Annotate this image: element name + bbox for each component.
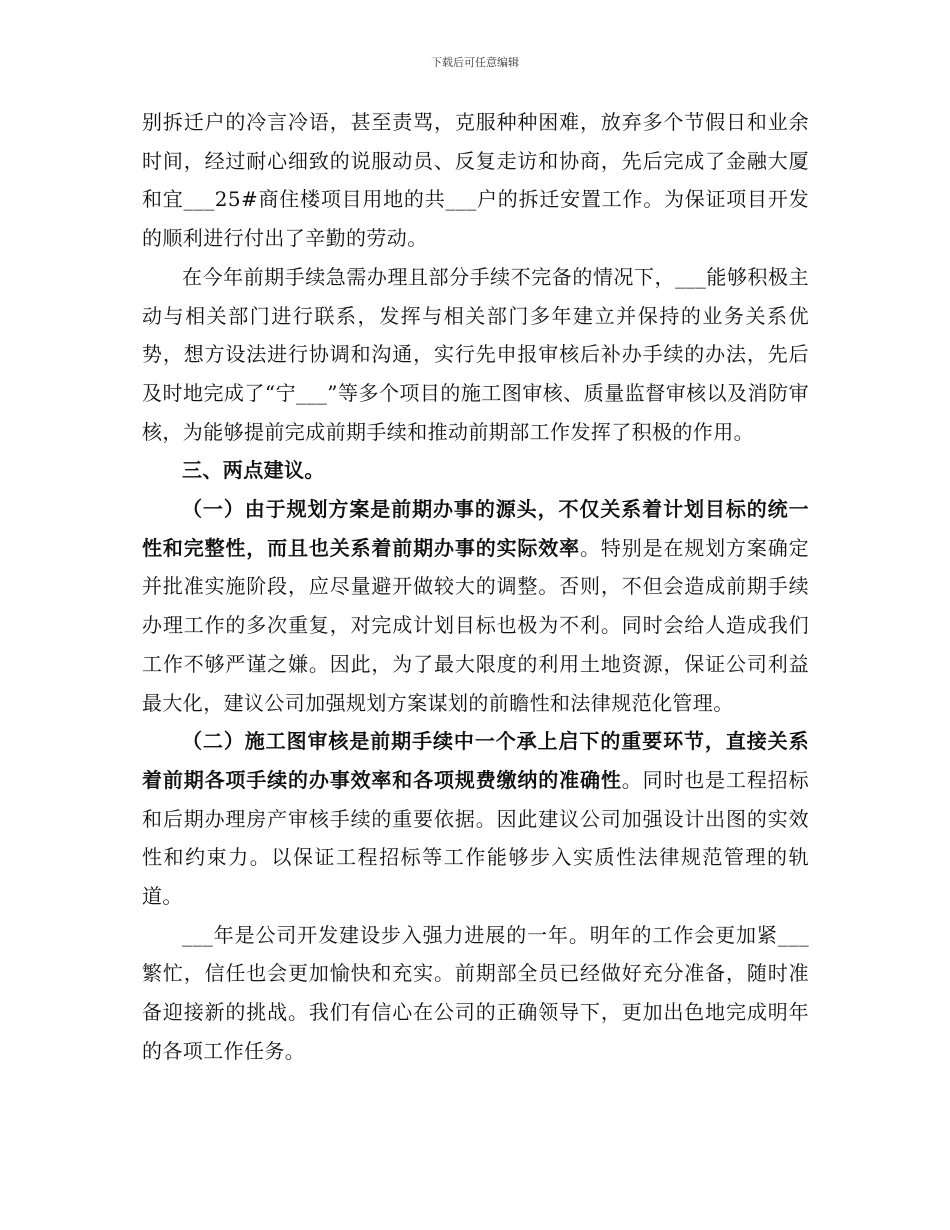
suggestion-two-lead: （二）施工图审核是前期手续中一个承上启下的重要环节，直接关系着前期各项手续的办事效率和各项规费缴纳的准确性 (142, 729, 809, 792)
paragraph-outlook: ___年是公司开发建设步入强力进展的一年。明年的工作会更加紧___繁忙，信任也会更加愉快和充实。前期部全员已经做好充分准备，随时准备迎接新的挑战。我们有信心在公司的正确领导下，更加出色地完成明年的各项工作任务。 (142, 922, 809, 1063)
section-heading-suggestions: 三、两点建议。 (182, 458, 325, 483)
document-body (142, 103, 809, 1071)
suggestion-two-body: 。同时也是工程招标和后期办理房产审核手续的重要依据。因此建议公司加强设计出图的实效性和约束力。以保证工程招标等工作能够步入实质性法律规范管理的轨道。 (142, 767, 809, 909)
paragraph-suggestion-one (142, 490, 809, 722)
page-header: 下载后可任意编辑 (431, 56, 519, 69)
paragraph-procedures: 在今年前期手续急需办理且部分手续不完备的情况下，___能够积极主动与相关部门进行联系，发挥与相关部门多年建立并保持的业务关系优势，想方设法进行协调和沟通，实行先申报审核后补办手续的办法，先后及时地完成了“宁___”等多个项目的施工图审核、质量监督审核以及消防审核，为能够提前完成前期手续和推动前期部工作发挥了积极的作用。 (142, 264, 809, 444)
paragraph-suggestion-two (142, 722, 809, 916)
paragraph-demolition: 别拆迁户的冷言冷语，甚至责骂，克服种种困难，放弃多个节假日和业余时间，经过耐心细致的说服动员、反复走访和协商，先后完成了金融大厦和宜___25#商住楼项目用地的共___户的拆迁安置工作。为保证项目开发的顺利进行付出了辛勤的劳动。 (142, 110, 809, 251)
suggestion-one-body: 。特别是在规划方案确定并批准实施阶段，应尽量避开做较大的调整。否则，不但会造成前期手续办理工作的多次重复，对完成计划目标也极为不利。同时会给人造成我们工作不够严谨之嫌。因此，为了最大限度的利用土地资源，保证公司利益最大化，建议公司加强规划方案谋划的前瞻性和法律规范化管理。 (142, 535, 809, 715)
suggestion-one-lead: （一）由于规划方案是前期办事的源头，不仅关系着计划目标的统一性和完整性，而且也关系着前期办事的实际效率 (142, 497, 809, 560)
